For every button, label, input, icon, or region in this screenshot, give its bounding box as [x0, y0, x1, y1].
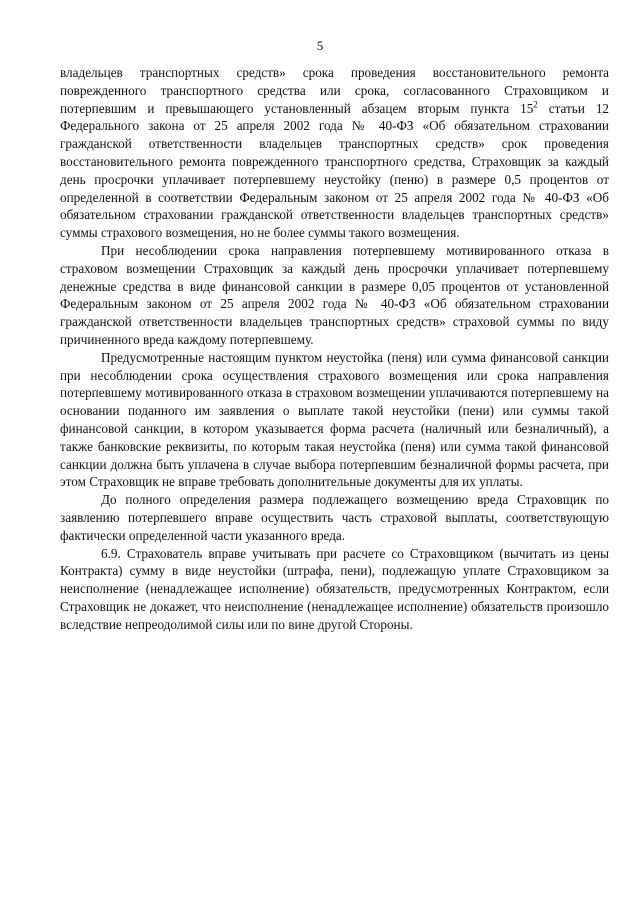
paragraph-4: До полного определения размера подлежащего возмещению вреда Страховщик по заявлению потерпевшего вправе осуществить часть страховой выплаты, соответствующую фактически определенной части указанного вреда.	[60, 492, 609, 543]
page-number: 5	[316, 38, 324, 53]
paragraph-3: Предусмотренные настоящим пунктом неустойка (пеня) или сумма финансовой санкции при несоблюдении срока осуществления страхового возмещения или срока направления потерпевшему мотивированного отказа в страховом возмещении уплачиваются потерпевшему на основании поданного им заявления о выплате такой неустойки (пени) или суммы такой финансовой санкции, в котором указывается форма расчета (наличный или безналичный), а также банковские реквизиты, по которым такая неустойка (пеня) или сумма такой финансовой санкции должна быть уплачена в случае выбора потерпевшим безналичной формы расчета, при этом Страховщик не вправе требовать дополнительные документы для их уплаты.	[60, 349, 609, 490]
paragraph-1-text-continued: статьи 12 Федерального закона от 25 апреля 2002 года № 40-ФЗ «Об обязательном страховании гражданской ответственности владельцев транспортных средств» срок проведения восстановительного ремонта поврежденного транспортного средства, Страховщик за каждый день просрочки уплачивает потерпевшему неустойку (пеню) в размере 0,5 процентов от определенной в соответствии Федеральным законом от 25 апреля 2002 года № 40-ФЗ «Об обязательном страховании гражданской ответственности владельцев транспортных средств» суммы страхового возмещения, но не более суммы такого возмещения.	[60, 100, 610, 241]
document-body	[60, 64, 609, 634]
footnote-superscript: 2	[533, 99, 538, 110]
paragraph-1-text: владельцев транспортных средств» срока проведения восстановительного ремонта поврежденного транспортного средства или срока, согласованного Страховщиком и потерпевшим и превышающего установленный абзацем вторым пункта 15	[60, 65, 609, 116]
paragraph-2: При несоблюдении срока направления потерпевшему мотивированного отказа в страховом возмещении Страховщик за каждый день просрочки уплачивает потерпевшему денежные средства в виде финансовой санкции в размере 0,05 процентов от установленной Федеральным законом от 25 апреля 2002 года № 40-ФЗ «Об обязательном страховании гражданской ответственности владельцев транспортных средств» страховой суммы по виду причиненного вреда каждому потерпевшему.	[60, 242, 609, 347]
paragraph-5-clause-6-9: 6.9. Страхователь вправе учитывать при расчете со Страховщиком (вычитать из цены Контракта) сумму в виде неустойки (штрафа, пени), подлежащую уплате Страховщиком за неисполнение (ненадлежащее исполнение) обязательств, предусмотренных Контрактом, если Страховщик не докажет, что неисполнение (ненадлежащее исполнение) обязательств произошло вследствие непреодолимой силы или по вине другой Стороны.	[60, 545, 609, 632]
paragraph-1	[60, 64, 609, 242]
